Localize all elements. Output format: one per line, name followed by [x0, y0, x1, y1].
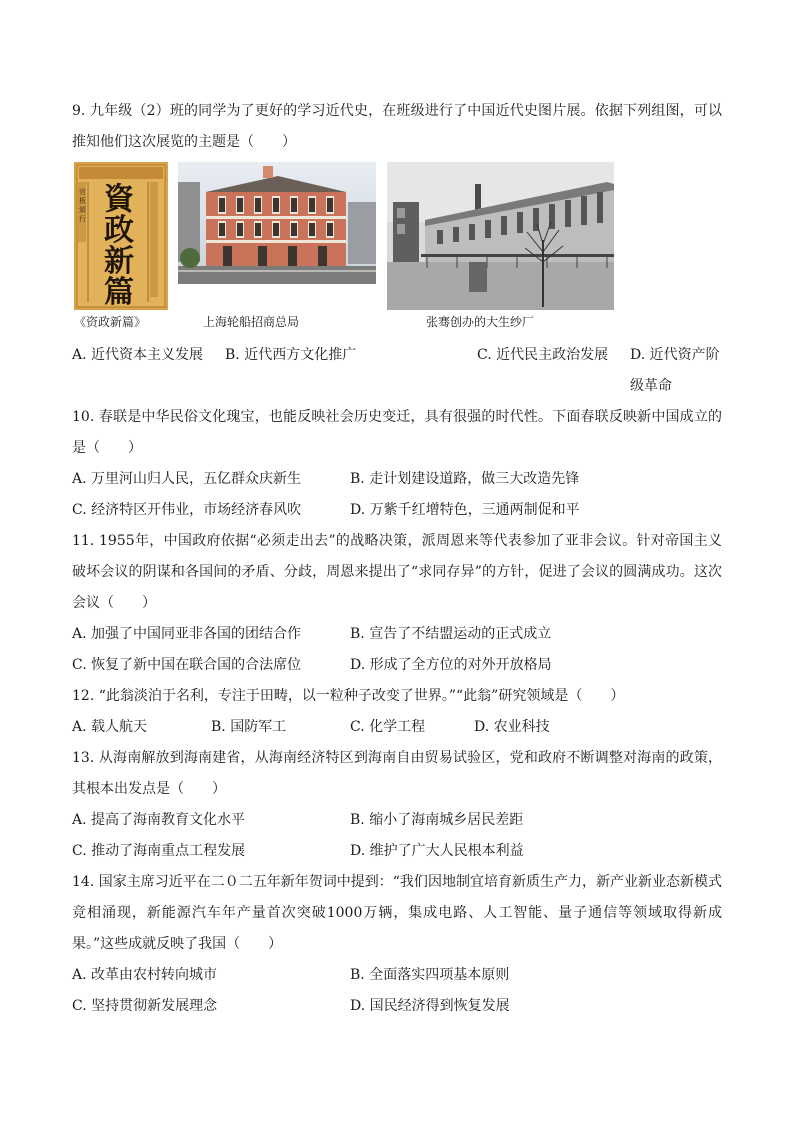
question-9-option-d[interactable]: D. 近代资产阶级革命 — [630, 347, 720, 394]
building-photo-icon — [178, 162, 376, 284]
question-14-option-c[interactable]: C. 坚持贯彻新发展理念 — [72, 998, 218, 1014]
factory-photo-icon — [387, 162, 614, 310]
question-12-options — [72, 712, 722, 743]
question-10-option-c[interactable]: C. 经济特区开伟业，市场经济春风吹 — [72, 502, 302, 518]
question-11-options-row-2 — [72, 650, 722, 681]
question-10-options-row-2 — [72, 495, 722, 526]
question-10-stem: 10. 春联是中华民俗文化瑰宝，也能反映社会历史变迁，具有很强的时代性。下面春联反映新中国成立的是（ ） — [72, 409, 722, 456]
question-9-option-c[interactable]: C. 近代民主政治发展 — [477, 347, 609, 363]
question-13-option-a[interactable]: A. 提高了海南教育文化水平 — [72, 812, 246, 828]
book-cover-title: 資政新篇 — [104, 182, 134, 310]
question-13-option-b[interactable]: B. 缩小了海南城乡居民差距 — [350, 812, 524, 828]
question-12-option-b[interactable]: B. 国防军工 — [211, 719, 287, 735]
caption-factory: 张骞创办的大生纱厂 — [426, 315, 535, 329]
question-9-options — [72, 340, 722, 402]
caption-building: 上海轮船招商总局 — [203, 315, 300, 329]
question-9-figures — [72, 162, 722, 340]
question-12-stem: 12. “此翁淡泊于名利，专注于田畴，以一粒种子改变了世界。”“此翁”研究领域是（ ） — [72, 688, 625, 704]
question-13-option-c[interactable]: C. 推动了海南重点工程发展 — [72, 843, 246, 859]
question-10-option-b[interactable]: B. 走计划建设道路，做三大改造先锋 — [350, 471, 580, 487]
question-10-option-a[interactable]: A. 万里河山归人民，五亿群众庆新生 — [72, 471, 302, 487]
question-14-option-b[interactable]: B. 全面落实四项基本原则 — [350, 967, 510, 983]
question-11-options-row-1 — [72, 619, 722, 650]
question-11-option-d[interactable]: D. 形成了全方位的对外开放格局 — [350, 657, 552, 673]
question-14-stem: 14. 国家主席习近平在二０二五年新年贺词中提到：“我们因地制宜培育新质生产力，新产业新业态新模式竞相涌现，新能源汽车年产量首次突破1000万辆，集成电路、人工智能、量子通信等领域取得新成果。”这些成就反映了我国（ ） — [72, 874, 722, 952]
question-11-option-c[interactable]: C. 恢复了新中国在联合国的合法席位 — [72, 657, 302, 673]
question-11-option-a[interactable]: A. 加强了中国同亚非各国的团结合作 — [72, 626, 302, 642]
question-12-option-d[interactable]: D. 农业科技 — [474, 719, 550, 735]
question-13-options-row-1 — [72, 805, 722, 836]
question-13-options-row-2 — [72, 836, 722, 867]
question-10-option-d[interactable]: D. 万紫千红增特色，三通两制促和平 — [350, 502, 580, 518]
question-14-option-d[interactable]: D. 国民经济得到恢复发展 — [350, 998, 510, 1014]
question-14-option-a[interactable]: A. 改革由农村转向城市 — [72, 967, 218, 983]
question-14-options-row-2 — [72, 991, 722, 1022]
question-12-option-a[interactable]: A. 载人航天 — [72, 719, 148, 735]
question-12-option-c[interactable]: C. 化学工程 — [350, 719, 426, 735]
question-13-stem: 13. 从海南解放到海南建省，从海南经济特区到海南自由贸易试验区，党和政府不断调整对海南的政策，其根本出发点是（ ） — [72, 750, 722, 797]
caption-book: 《资政新篇》 — [74, 315, 147, 329]
book-cover-icon — [74, 162, 168, 310]
question-13-option-d[interactable]: D. 维护了广大人民根本利益 — [350, 843, 524, 859]
question-9-option-a[interactable]: A. 近代资本主义发展 — [72, 347, 204, 363]
question-9-stem: 9. 九年级（2）班的同学为了更好的学习近代史，在班级进行了中国近代史图片展。依据下列组图，可以推知他们这次展览的主题是（ ） — [72, 103, 722, 150]
question-14-options-row-1 — [72, 960, 722, 991]
question-sheet — [72, 96, 722, 1022]
question-11-option-b[interactable]: B. 宣告了不结盟运动的正式成立 — [350, 626, 552, 642]
book-cover-side-text: 官板頒行 — [79, 188, 86, 223]
question-9-option-b[interactable]: B. 近代西方文化推广 — [225, 347, 357, 363]
question-11-stem: 11. 1955年，中国政府依据“必须走出去”的战略决策，派周恩来等代表参加了亚非会议。针对帝国主义破坏会议的阴谋和各国间的矛盾、分歧，周恩来提出了“求同存异”的方针，促进了会议的圆满成功。这次会议（ ） — [72, 533, 722, 611]
question-10-options-row-1 — [72, 464, 722, 495]
